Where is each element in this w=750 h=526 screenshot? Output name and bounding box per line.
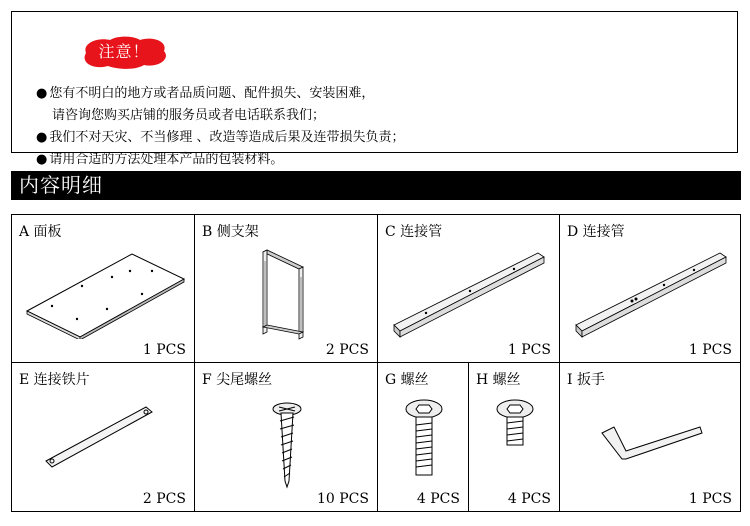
hex-bolt-short-icon <box>493 399 537 449</box>
part-cell-g <box>378 363 469 511</box>
part-cell-b <box>195 215 378 363</box>
part-quantity: 1 PCS <box>507 342 551 358</box>
notice-line: 请咨询您购买店铺的服务员或者电话联系我们； <box>52 108 326 123</box>
part-label: C 连接管 <box>385 224 443 240</box>
part-cell-i <box>560 363 740 511</box>
connecting-tube-icon <box>572 249 732 339</box>
notice-badge <box>76 33 172 71</box>
allen-wrench-icon <box>596 421 706 471</box>
notice-line: ● 我们不对天灾、不当修理 、改造等造成后果及连带损失负责； <box>36 130 405 145</box>
part-cell-c <box>378 215 560 363</box>
part-label: A 面板 <box>19 224 62 240</box>
notice-badge-text: 注意！ <box>98 42 150 61</box>
hex-bolt-long-icon <box>402 399 446 479</box>
side-frame-icon <box>255 247 315 342</box>
panel-icon <box>22 249 187 339</box>
notice-line: ● 请用合适的方法处理本产品的包装材料。 <box>36 152 284 167</box>
part-label: F 尖尾螺丝 <box>202 372 273 388</box>
part-cell-e <box>12 363 195 511</box>
notice-list <box>36 83 404 171</box>
part-cell-f <box>195 363 378 511</box>
part-quantity: 1 PCS <box>688 491 732 507</box>
part-quantity: 1 PCS <box>142 342 186 358</box>
part-label: H 螺丝 <box>476 372 521 388</box>
parts-grid <box>11 214 741 512</box>
part-label: G 螺丝 <box>385 372 429 388</box>
part-cell-d <box>560 215 740 363</box>
connecting-plate-icon <box>42 403 162 473</box>
part-label: D 连接管 <box>567 224 625 240</box>
part-label: E 连接铁片 <box>19 372 90 388</box>
part-quantity: 1 PCS <box>688 342 732 358</box>
part-cell-a <box>12 215 195 363</box>
part-label: I 扳手 <box>567 372 605 388</box>
part-cell-h <box>469 363 560 511</box>
part-quantity: 4 PCS <box>416 491 460 507</box>
part-quantity: 2 PCS <box>142 491 186 507</box>
notice-line: ● 您有不明白的地方或者品质问题、配件损失、安装困难， <box>36 86 375 101</box>
notice-box <box>11 11 738 167</box>
section-header <box>11 171 741 200</box>
part-quantity: 10 PCS <box>317 491 369 507</box>
section-title: 内容明细 <box>19 173 103 197</box>
connecting-tube-icon <box>390 249 550 339</box>
tapping-screw-icon <box>267 401 307 491</box>
part-quantity: 4 PCS <box>507 491 551 507</box>
part-quantity: 2 PCS <box>325 342 369 358</box>
part-label: B 侧支架 <box>202 224 259 240</box>
